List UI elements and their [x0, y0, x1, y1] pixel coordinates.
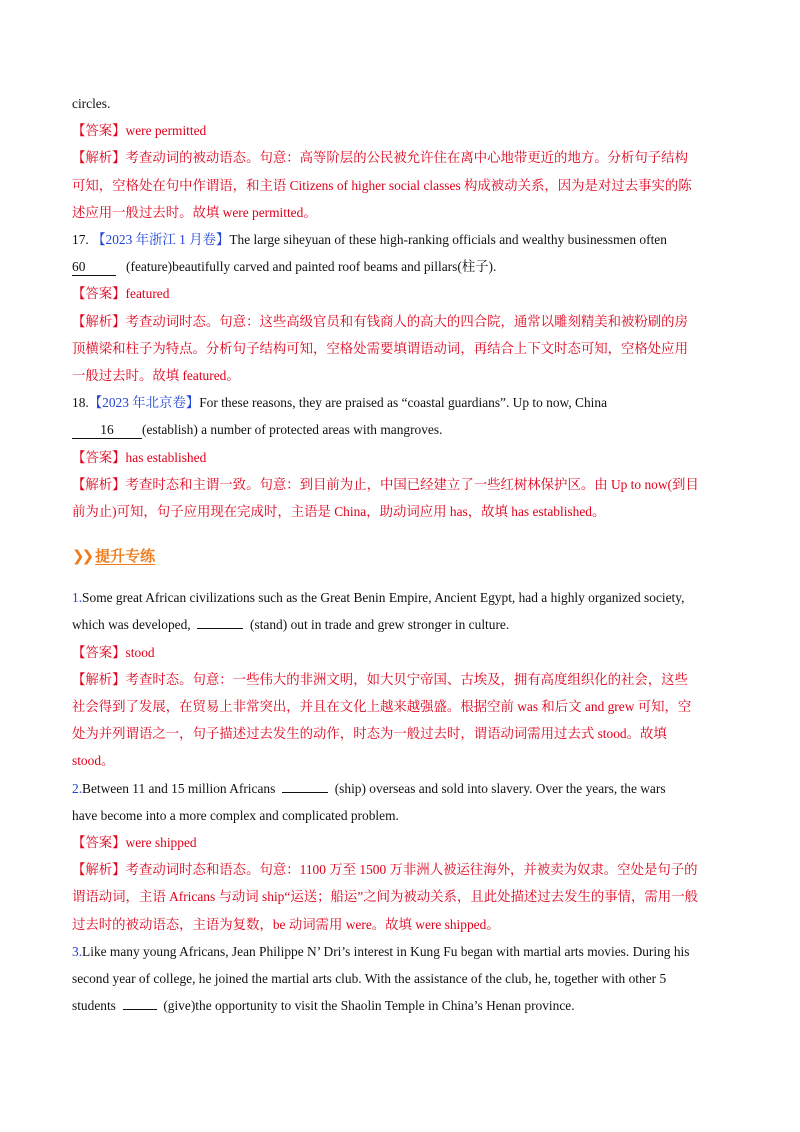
- section-heading: [72, 545, 732, 566]
- question-text: which was developed,: [72, 617, 191, 633]
- answer-line: 【答案】stood: [72, 644, 155, 660]
- analysis-line: 【解析】考查动词时态。句意：这些高级官员和有钱商人的高大的四合院，通常以雕刻精美和被粉刷的房: [72, 313, 688, 329]
- analysis-block: [72, 471, 732, 525]
- analysis-line: 前为止)可知，句子应用现在完成时，主语是 China，助动词应用 has，故填 has established。: [72, 504, 606, 520]
- analysis-block: [72, 666, 732, 775]
- analysis-line: 可知，空格处在句中作谓语，和主语 Citizens of higher social classes 构成被动关系，因为是对过去事实的陈: [72, 177, 692, 193]
- answer-blank[interactable]: 16: [72, 422, 142, 439]
- question-number: 17.: [72, 232, 89, 248]
- question-text: have become into a more complex and complicated problem.: [72, 807, 399, 823]
- analysis-line: 【解析】考查时态。句意：一些伟大的非洲文明，如大贝宁帝国、古埃及，拥有高度组织化的社会，这些: [72, 671, 688, 687]
- answer-blank[interactable]: [282, 792, 328, 793]
- analysis-line: 【解析】考查动词时态和语态。句意：1100 万至 1500 万非洲人被运往海外，并被卖为奴隶。空处是句子的: [72, 862, 698, 878]
- analysis-block: [72, 308, 732, 390]
- analysis-line: 一般过去时。故填 featured。: [72, 368, 240, 384]
- analysis-block: [72, 856, 732, 938]
- answer-line: 【答案】were shipped: [72, 835, 197, 851]
- analysis-block: [72, 144, 732, 226]
- analysis-line: 社会得到了发展，在贸易上非常突出，并且在文化上越来越强盛。根据空前 was 和后文 and grew 可知，空: [72, 699, 692, 715]
- practice-3-line1: [72, 938, 732, 965]
- question-number: 1.: [72, 590, 83, 606]
- question-number: 3.: [72, 943, 83, 959]
- question-18-line1: [72, 389, 732, 416]
- analysis-line: stood。: [72, 753, 115, 769]
- question-number: 18.: [72, 395, 89, 411]
- question-17-line2: [72, 253, 732, 280]
- double-chevron-icon: ❯❯: [72, 547, 92, 566]
- question-text: students: [72, 998, 116, 1014]
- analysis-line: 顶横梁和柱子为特点。分析句子结构可知，空格处需要填谓语动词，再结合上下文时态可知，空格处应用: [72, 340, 688, 356]
- question-text: second year of college, he joined the martial arts club. With the assistance of the club, he, together with other 5: [72, 971, 667, 987]
- question-number: 2.: [72, 780, 83, 796]
- answer-blank[interactable]: [123, 1009, 157, 1010]
- section-title: 提升专练: [95, 547, 156, 566]
- analysis-line: 谓语动词，主语 Africans 与动词 ship“运送；船运”之间为被动关系，且此处描述过去发生的事情，需用一般: [72, 889, 698, 905]
- analysis-line: 过去时的被动语态，主语为复数，be 动词需用 were。故填 were shipped。: [72, 916, 500, 932]
- answer-line: 【答案】were permitted: [72, 123, 207, 139]
- question-text: (establish) a number of protected areas with mangroves.: [142, 422, 443, 438]
- analysis-line: 【解析】考查时态和主谓一致。句意：到目前为止，中国已经建立了一些红树林保护区。由 Up to now(到目: [72, 476, 699, 492]
- question-text: (ship) overseas and sold into slavery. Over the years, the wars: [334, 780, 666, 796]
- answer-blank[interactable]: 60: [72, 259, 116, 276]
- question-text: (feature)beautifully carved and painted roof beams and pillars(柱子).: [126, 259, 497, 275]
- source-tag: 【2023 年浙江 1 月卷】: [92, 232, 230, 248]
- question-17-line1: [72, 226, 732, 253]
- question-text: (give)the opportunity to visit the Shaolin Temple in China’s Henan province.: [163, 998, 575, 1014]
- analysis-line: 述应用一般过去时。故填 were permitted。: [72, 204, 317, 220]
- practice-1-line2: [72, 611, 732, 638]
- question-text: circles.: [72, 96, 111, 111]
- answer-line: 【答案】has established: [72, 449, 207, 465]
- answer-blank[interactable]: [197, 628, 243, 629]
- source-tag: 【2023 年北京卷】: [88, 395, 200, 411]
- question-text: (stand) out in trade and grew stronger in culture.: [250, 617, 510, 633]
- question-text: For these reasons, they are praised as “coastal guardians”. Up to now, China: [199, 395, 608, 411]
- practice-2-line1: [72, 775, 732, 802]
- document-page: [72, 90, 732, 1020]
- analysis-line: 处为并列谓语之一，句子描述过去发生的动作，时态为一般过去时，谓语动词需用过去式 stood。故填: [72, 726, 667, 742]
- question-text: Like many young Africans, Jean Philippe N’ Dri’s interest in Kung Fu began with martial arts movies. During his: [82, 943, 690, 959]
- answer-line: 【答案】featured: [72, 286, 170, 302]
- question-18-line2: [72, 416, 732, 443]
- practice-1-line1: [72, 584, 732, 611]
- practice-3-line3: [72, 992, 732, 1019]
- question-text: Some great African civilizations such as the Great Benin Empire, Ancient Egypt, had a highly organized society,: [82, 590, 685, 606]
- analysis-line: 【解析】考查动词的被动语态。句意：高等阶层的公民被允许住在离中心地带更近的地方。分析句子结构: [72, 150, 688, 166]
- question-text: The large siheyuan of these high-ranking officials and wealthy businessmen often: [229, 232, 667, 248]
- question-text: Between 11 and 15 million Africans: [82, 780, 276, 796]
